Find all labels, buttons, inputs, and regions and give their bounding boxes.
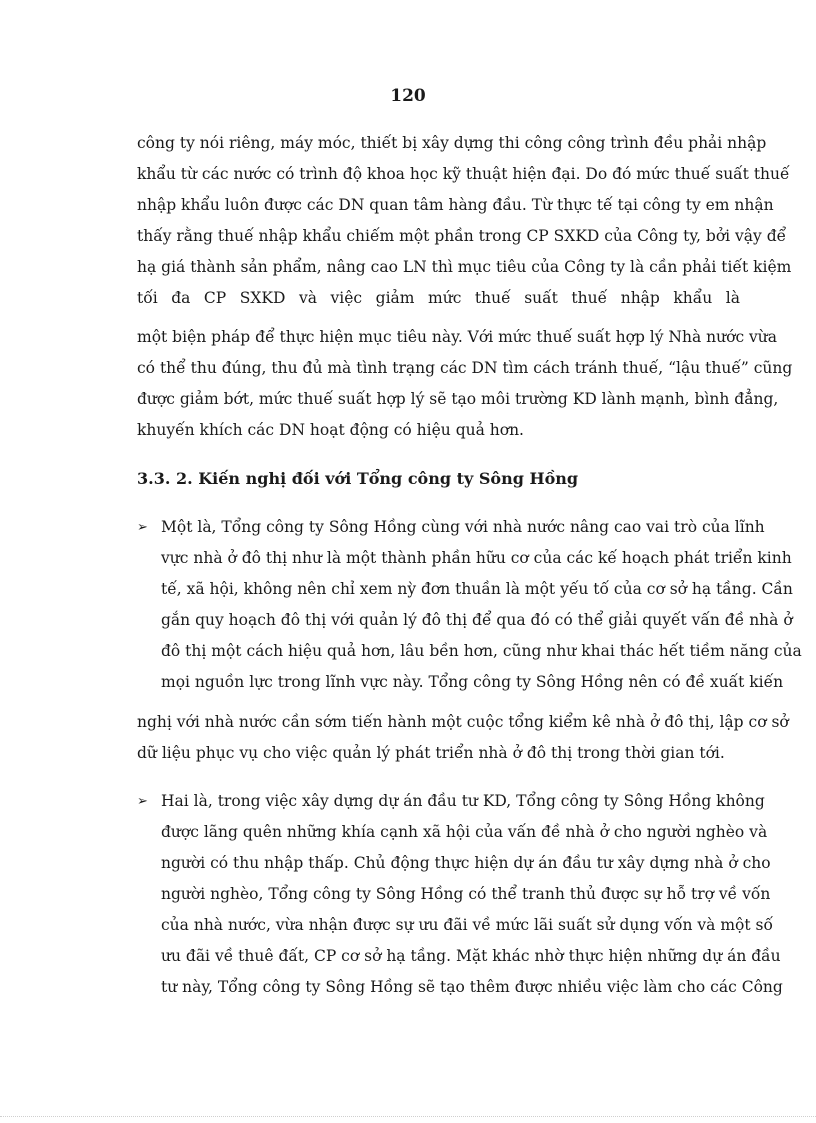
text-line: một biện pháp để thực hiện mục tiêu này. Với mức thuế suất hợp lý Nhà nước vừa — [137, 328, 778, 346]
text-line: tối đa CP SXKD và việc giảm mức thuế suất thuế nhập khẩu là — [137, 289, 740, 307]
text-line: người nghèo, Tổng công ty Sông Hồng có thể tranh thủ được sự hỗ trợ về vốn — [161, 885, 771, 903]
paragraph-3 — [137, 707, 789, 769]
text-line: khẩu từ các nước có trình độ khoa học kỹ thuật hiện đại. Do đó mức thuế suất thuế — [137, 165, 790, 183]
text-line: ưu đãi về thuê đất, CP cơ sở hạ tầng. Mặt khác nhờ thực hiện những dự án đầu — [161, 947, 781, 965]
paragraph-1 — [137, 128, 792, 314]
section-heading: 3.3. 2. Kiến nghị đối với Tổng công ty Sông Hồng — [137, 469, 579, 488]
text-line: tư này, Tổng công ty Sông Hồng sẽ tạo thêm được nhiều việc làm cho các Công — [161, 978, 783, 996]
text-line: hạ giá thành sản phẩm, nâng cao LN thì mục tiêu của Công ty là cần phải tiết kiệm — [137, 258, 792, 276]
page-number: 120 — [390, 86, 426, 106]
text-line: nghị với nhà nước cần sớm tiến hành một cuộc tổng kiểm kê nhà ở đô thị, lập cơ sở — [137, 713, 789, 731]
text-line: công ty nói riêng, máy móc, thiết bị xây dựng thi công công trình đều phải nhập — [137, 134, 767, 152]
text-line: Hai là, trong việc xây dựng dự án đầu tư KD, Tổng công ty Sông Hồng không — [161, 792, 765, 810]
bullet-item-2 — [137, 786, 783, 1003]
text-line: của nhà nước, vừa nhận được sự ưu đãi về mức lãi suất sử dụng vốn và một số — [161, 916, 773, 934]
text-line: gắn quy hoạch đô thị với quản lý đô thị để qua đó có thể giải quyết vấn đề nhà ở — [161, 611, 793, 629]
bullet-item-1 — [137, 512, 802, 698]
text-line: Một là, Tổng công ty Sông Hồng cùng với nhà nước nâng cao vai trò của lĩnh — [161, 518, 765, 536]
arrowhead-bullet-icon: ➢ — [137, 794, 148, 809]
text-line: nhập khẩu luôn được các DN quan tâm hàng đầu. Từ thực tế tại công ty em nhận — [137, 196, 774, 214]
text-line: đô thị một cách hiệu quả hơn, lâu bền hơn, cũng như khai thác hết tiềm năng của — [161, 642, 802, 660]
text-line: vực nhà ở đô thị như là một thành phần hữu cơ của các kế hoạch phát triển kinh — [161, 549, 792, 567]
arrowhead-bullet-icon: ➢ — [137, 520, 148, 535]
text-line: được lãng quên những khía cạnh xã hội của vấn đề nhà ở cho người nghèo và — [161, 823, 768, 841]
text-line: mọi nguồn lực trong lĩnh vực này. Tổng công ty Sông Hồng nên có đề xuất kiến — [161, 673, 784, 691]
page-bottom-divider — [0, 1116, 816, 1117]
text-line: tế, xã hội, không nên chỉ xem nỳ đơn thuần là một yếu tố của cơ sở hạ tầng. Cần — [161, 580, 793, 598]
text-line: được giảm bớt, mức thuế suất hợp lý sẽ tạo môi trường KD lành mạnh, bình đẳng, — [137, 390, 779, 408]
paragraph-2 — [137, 322, 793, 446]
text-line: thấy rằng thuế nhập khẩu chiếm một phần trong CP SXKD của Công ty, bởi vậy để — [137, 227, 787, 245]
text-line: dữ liệu phục vụ cho việc quản lý phát triển nhà ở đô thị trong thời gian tới. — [137, 744, 725, 762]
text-line: khuyến khích các DN hoạt động có hiệu quả hơn. — [137, 421, 524, 439]
text-line: có thể thu đúng, thu đủ mà tình trạng các DN tìm cách tránh thuế, “lậu thuế” cũng — [137, 359, 793, 377]
text-line: người có thu nhập thấp. Chủ động thực hiện dự án đầu tư xây dựng nhà ở cho — [161, 854, 771, 872]
